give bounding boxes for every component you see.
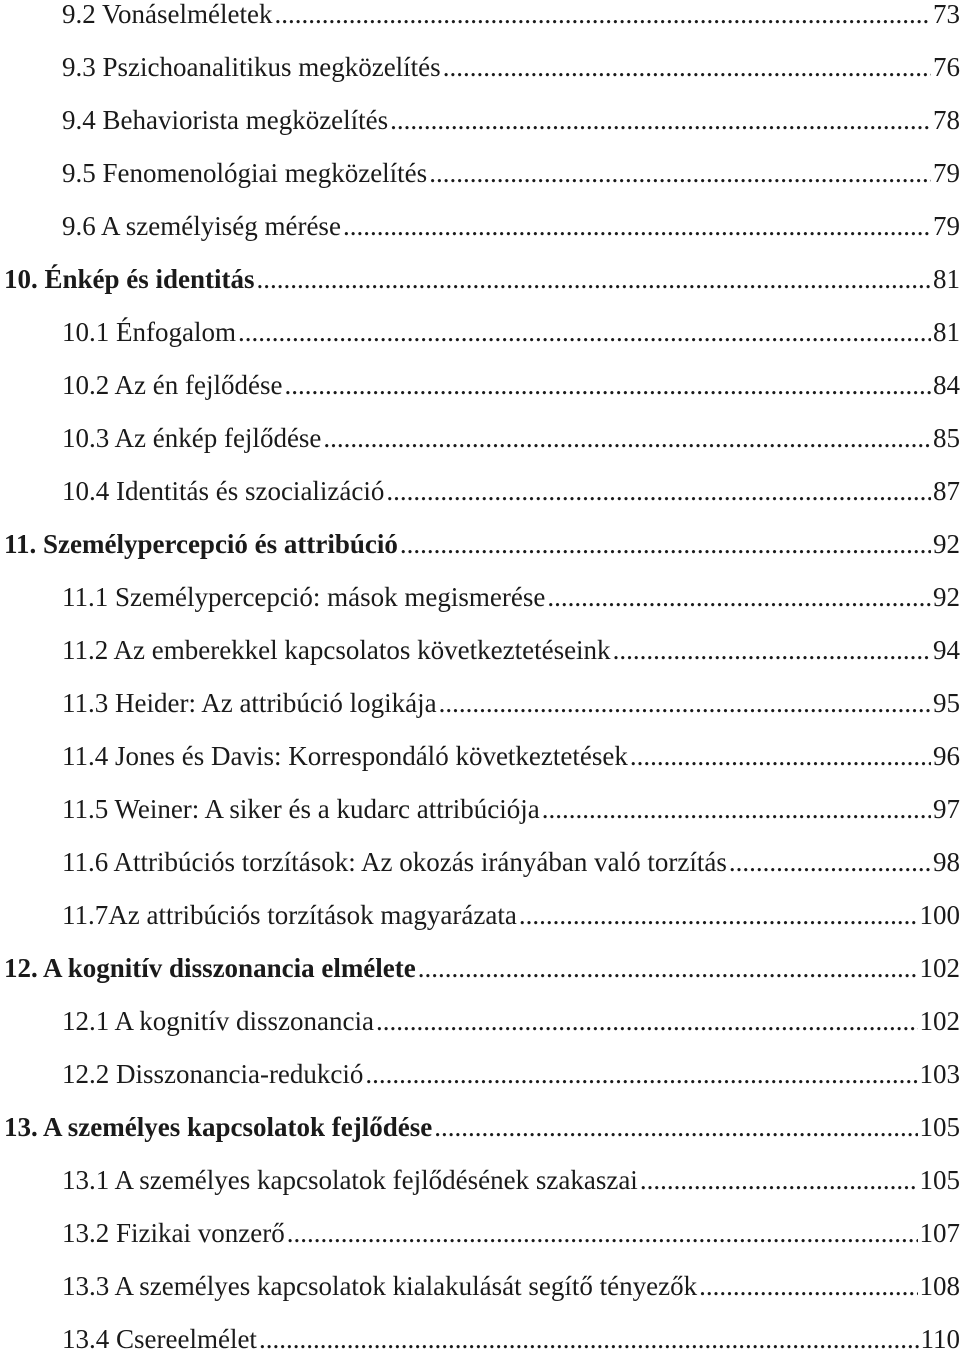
toc-entry[interactable]	[0, 842, 960, 882]
toc-entry-title: 11.3 Heider: Az attribúció logikája	[62, 683, 437, 723]
dot-leader	[542, 789, 931, 829]
dot-leader	[547, 577, 931, 617]
toc-entry-page: 102	[920, 1001, 960, 1041]
dot-leader	[613, 630, 931, 670]
toc-entry[interactable]	[0, 47, 960, 87]
toc-entry-page: 97	[933, 789, 960, 829]
dot-leader	[376, 1001, 918, 1041]
dot-leader	[365, 1054, 917, 1094]
toc-entry[interactable]	[0, 895, 960, 935]
toc-entry[interactable]	[0, 0, 960, 34]
toc-entry-page: 108	[920, 1266, 960, 1306]
toc-entry-page: 105	[920, 1160, 960, 1200]
dot-leader	[323, 418, 931, 458]
toc-entry-page: 95	[933, 683, 960, 723]
toc-entry-title: 9.4 Behaviorista megközelítés	[62, 100, 388, 140]
toc-entry-page: 81	[933, 312, 960, 352]
toc-entry-title: 9.6 A személyiség mérése	[62, 206, 341, 246]
toc-entry-page: 107	[920, 1213, 960, 1253]
dot-leader	[418, 948, 918, 988]
toc-entry-page: 79	[933, 153, 960, 193]
toc-chapter-title: 11. Személypercepció és attribúció	[4, 524, 398, 564]
toc-entry-title: 11.1 Személypercepció: mások megismerése	[62, 577, 545, 617]
dot-leader	[699, 1266, 917, 1306]
toc-entry-page: 98	[933, 842, 960, 882]
dot-leader	[257, 259, 931, 299]
toc-entry[interactable]	[0, 153, 960, 193]
toc-entry-page: 76	[933, 47, 960, 87]
toc-chapter-title: 12. A kognitív disszonancia elmélete	[4, 948, 416, 988]
dot-leader	[630, 736, 931, 776]
dot-leader	[400, 524, 931, 564]
toc-entry-title: 13.4 Csereelmélet	[62, 1319, 257, 1359]
dot-leader	[284, 365, 931, 405]
toc-entry[interactable]	[0, 1054, 960, 1094]
toc-entry-title: 11.4 Jones és Davis: Korrespondáló következtetések	[62, 736, 628, 776]
dot-leader	[343, 206, 931, 246]
dot-leader	[519, 895, 918, 935]
toc-entry[interactable]	[0, 736, 960, 776]
toc-entry[interactable]	[0, 683, 960, 723]
toc-entry-page: 100	[920, 895, 960, 935]
toc-entry-page: 92	[933, 577, 960, 617]
toc-entry-title: 11.7Az attribúciós torzítások magyarázata	[62, 895, 517, 935]
toc-entry[interactable]	[0, 1266, 960, 1306]
toc-chapter-title: 10. Énkép és identitás	[4, 259, 255, 299]
toc-entry[interactable]	[0, 577, 960, 617]
toc-entry-title: 13.1 A személyes kapcsolatok fejlődésének szakaszai	[62, 1160, 638, 1200]
toc-entry-page: 96	[933, 736, 960, 776]
toc-entry-title: 13.2 Fizikai vonzerő	[62, 1213, 285, 1253]
toc-chapter-page: 102	[920, 948, 960, 988]
toc-entry-page: 94	[933, 630, 960, 670]
dot-leader	[434, 1107, 917, 1147]
dot-leader	[429, 153, 931, 193]
toc-entry-page: 87	[933, 471, 960, 511]
dot-leader	[390, 100, 931, 140]
toc-chapter-page: 105	[920, 1107, 960, 1147]
toc-entry[interactable]	[0, 471, 960, 511]
toc-chapter[interactable]	[0, 524, 960, 564]
toc-entry-title: 9.3 Pszichoanalitikus megközelítés	[62, 47, 441, 87]
dot-leader	[287, 1213, 918, 1253]
toc-entry-title: 10.4 Identitás és szocializáció	[62, 471, 384, 511]
toc-chapter[interactable]	[0, 948, 960, 988]
toc-entry-title: 9.2 Vonáselméletek	[62, 0, 272, 34]
toc-entry-page: 84	[933, 365, 960, 405]
toc-entry-title: 12.1 A kognitív disszonancia	[62, 1001, 374, 1041]
dot-leader	[259, 1319, 919, 1359]
toc-entry-title: 12.2 Disszonancia-redukció	[62, 1054, 363, 1094]
dot-leader	[439, 683, 931, 723]
toc-entry-title: 11.6 Attribúciós torzítások: Az okozás irányában való torzítás	[62, 842, 727, 882]
toc-chapter-title: 13. A személyes kapcsolatok fejlődése	[4, 1107, 432, 1147]
toc-chapter-page: 81	[933, 259, 960, 299]
toc-entry-title: 13.3 A személyes kapcsolatok kialakulását segítő tényezők	[62, 1266, 697, 1306]
toc-entry[interactable]	[0, 312, 960, 352]
toc-entry-title: 11.5 Weiner: A siker és a kudarc attribúciója	[62, 789, 540, 829]
toc-entry-page: 85	[933, 418, 960, 458]
toc-entry-title: 11.2 Az emberekkel kapcsolatos következtetéseink	[62, 630, 611, 670]
toc-entry-page: 110	[921, 1319, 960, 1359]
toc-chapter[interactable]	[0, 1107, 960, 1147]
toc-entry-page: 79	[933, 206, 960, 246]
toc-chapter-page: 92	[933, 524, 960, 564]
toc-entry[interactable]	[0, 206, 960, 246]
toc-entry-title: 10.1 Énfogalom	[62, 312, 236, 352]
toc-entry[interactable]	[0, 100, 960, 140]
toc-entry[interactable]	[0, 418, 960, 458]
toc-entry[interactable]	[0, 1160, 960, 1200]
toc-entry-title: 10.3 Az énkép fejlődése	[62, 418, 321, 458]
dot-leader	[386, 471, 931, 511]
toc-entry[interactable]	[0, 365, 960, 405]
toc-entry-page: 103	[920, 1054, 960, 1094]
toc-entry-title: 10.2 Az én fejlődése	[62, 365, 282, 405]
toc-entry[interactable]	[0, 789, 960, 829]
toc-entry[interactable]	[0, 630, 960, 670]
dot-leader	[238, 312, 931, 352]
toc-entry[interactable]	[0, 1001, 960, 1041]
toc-entry[interactable]	[0, 1319, 960, 1359]
toc-entry-title: 9.5 Fenomenológiai megközelítés	[62, 153, 427, 193]
dot-leader	[274, 0, 931, 34]
dot-leader	[640, 1160, 918, 1200]
toc-entry[interactable]	[0, 1213, 960, 1253]
toc-entry-page: 78	[933, 100, 960, 140]
dot-leader	[729, 842, 931, 882]
toc-entry-page: 73	[933, 0, 960, 34]
dot-leader	[443, 47, 931, 87]
toc-chapter[interactable]	[0, 259, 960, 299]
